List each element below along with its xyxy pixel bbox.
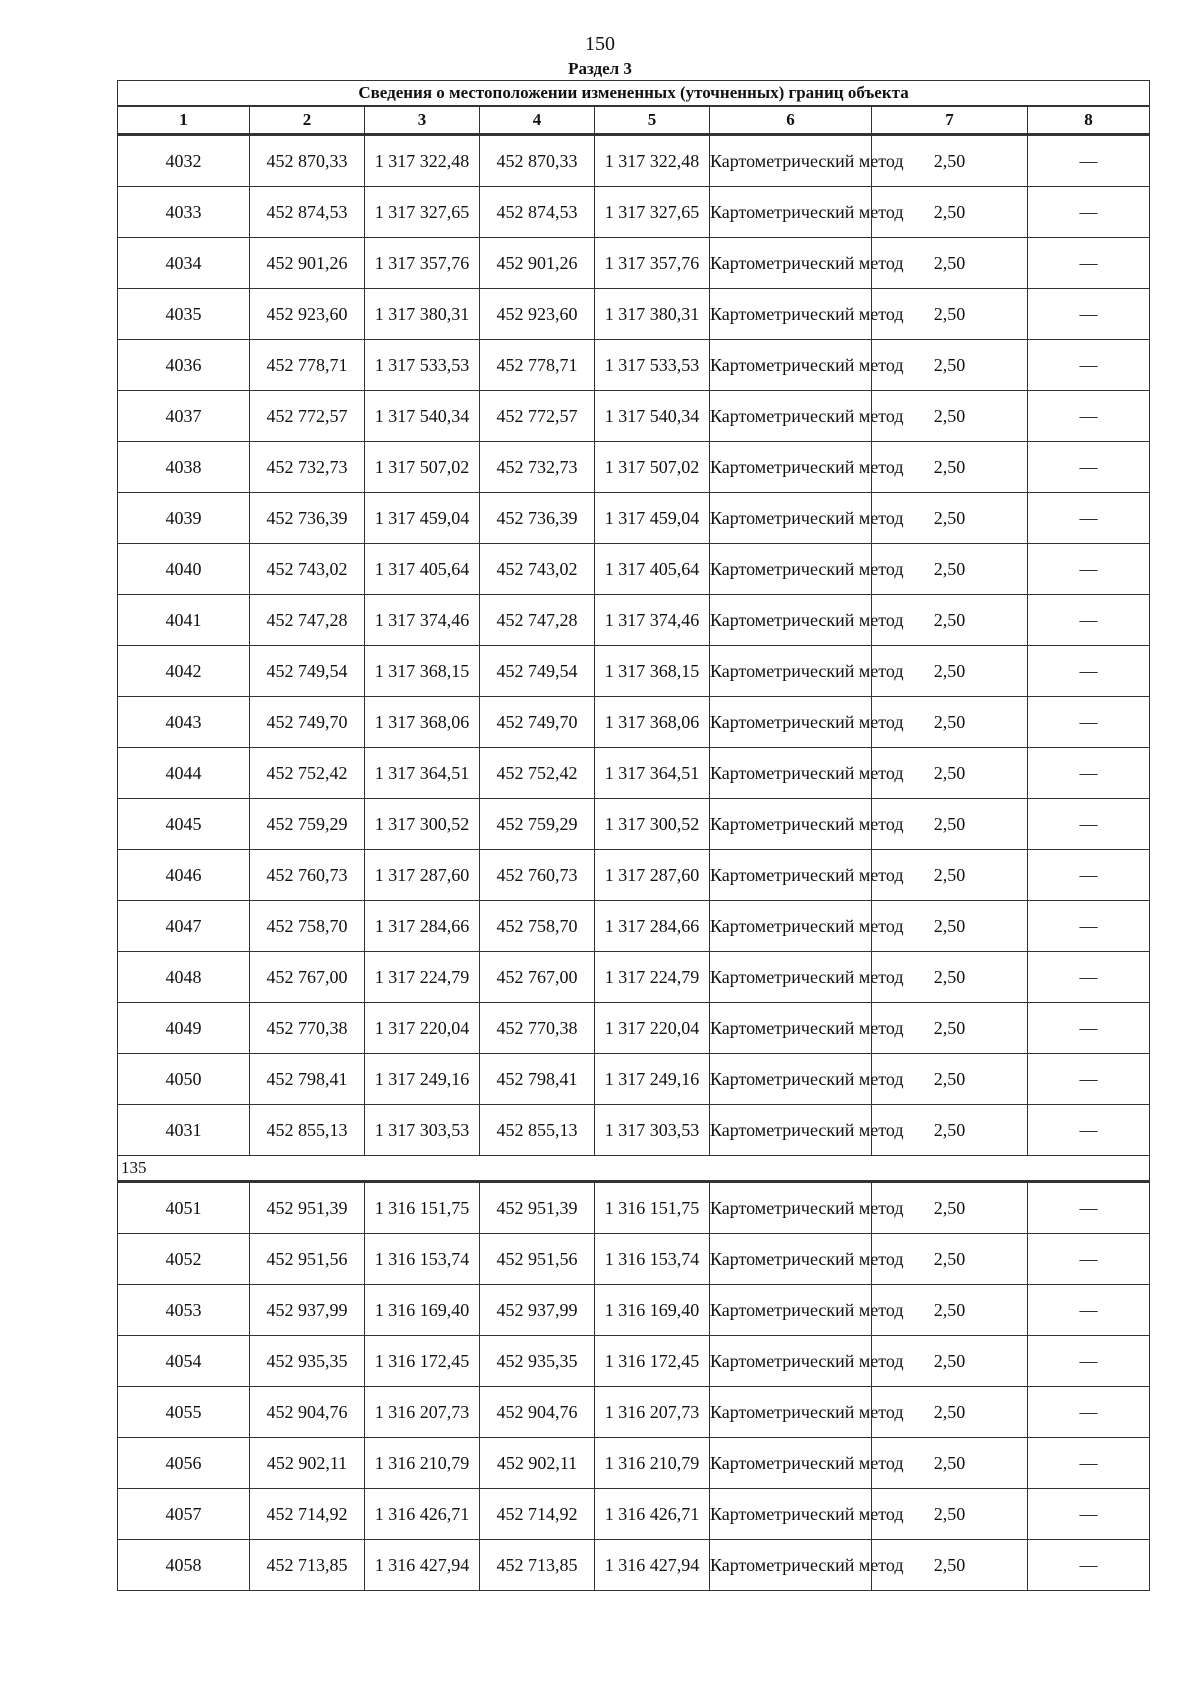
table-row <box>118 289 1150 340</box>
method-cell: Картометрический метод <box>710 1182 872 1234</box>
column-number-header: 4 <box>480 106 595 135</box>
table-row <box>118 1234 1150 1285</box>
point-number-cell: 4038 <box>118 442 250 493</box>
y-old-cell: 1 317 303,53 <box>365 1105 480 1156</box>
method-cell: Картометрический метод <box>710 850 872 901</box>
x-old-cell: 452 713,85 <box>250 1540 365 1591</box>
coordinates-table <box>117 80 1150 1591</box>
y-old-cell: 1 316 207,73 <box>365 1387 480 1438</box>
x-new-cell: 452 736,39 <box>480 493 595 544</box>
x-old-cell: 452 758,70 <box>250 901 365 952</box>
x-new-cell: 452 714,92 <box>480 1489 595 1540</box>
y-new-cell: 1 317 300,52 <box>595 799 710 850</box>
x-new-cell: 452 901,26 <box>480 238 595 289</box>
y-new-cell: 1 316 427,94 <box>595 1540 710 1591</box>
description-cell: — <box>1028 1438 1150 1489</box>
accuracy-cell: 2,50 <box>872 748 1028 799</box>
y-old-cell: 1 316 210,79 <box>365 1438 480 1489</box>
point-number-cell: 4036 <box>118 340 250 391</box>
accuracy-cell: 2,50 <box>872 595 1028 646</box>
accuracy-cell: 2,50 <box>872 646 1028 697</box>
point-number-cell: 4054 <box>118 1336 250 1387</box>
y-old-cell: 1 316 153,74 <box>365 1234 480 1285</box>
y-old-cell: 1 317 300,52 <box>365 799 480 850</box>
description-cell: — <box>1028 1054 1150 1105</box>
description-cell: — <box>1028 1387 1150 1438</box>
x-old-cell: 452 855,13 <box>250 1105 365 1156</box>
y-old-cell: 1 317 357,76 <box>365 238 480 289</box>
accuracy-cell: 2,50 <box>872 289 1028 340</box>
x-old-cell: 452 770,38 <box>250 1003 365 1054</box>
method-cell: Картометрический метод <box>710 1285 872 1336</box>
x-old-cell: 452 714,92 <box>250 1489 365 1540</box>
x-new-cell: 452 798,41 <box>480 1054 595 1105</box>
description-cell: — <box>1028 1182 1150 1234</box>
description-cell: — <box>1028 1489 1150 1540</box>
y-new-cell: 1 317 540,34 <box>595 391 710 442</box>
x-new-cell: 452 749,54 <box>480 646 595 697</box>
table-row <box>118 493 1150 544</box>
table-row <box>118 901 1150 952</box>
x-old-cell: 452 937,99 <box>250 1285 365 1336</box>
x-old-cell: 452 767,00 <box>250 952 365 1003</box>
table-row <box>118 1105 1150 1156</box>
point-number-cell: 4057 <box>118 1489 250 1540</box>
table-row <box>118 1387 1150 1438</box>
point-number-cell: 4034 <box>118 238 250 289</box>
method-cell: Картометрический метод <box>710 1489 872 1540</box>
description-cell: — <box>1028 1003 1150 1054</box>
y-old-cell: 1 317 364,51 <box>365 748 480 799</box>
point-number-cell: 4042 <box>118 646 250 697</box>
point-number-cell: 4053 <box>118 1285 250 1336</box>
description-cell: — <box>1028 544 1150 595</box>
y-old-cell: 1 317 224,79 <box>365 952 480 1003</box>
y-new-cell: 1 317 249,16 <box>595 1054 710 1105</box>
x-new-cell: 452 772,57 <box>480 391 595 442</box>
description-cell: — <box>1028 1285 1150 1336</box>
x-new-cell: 452 732,73 <box>480 442 595 493</box>
method-cell: Картометрический метод <box>710 238 872 289</box>
x-new-cell: 452 870,33 <box>480 135 595 187</box>
section-title: Раздел 3 <box>568 59 632 78</box>
accuracy-cell: 2,50 <box>872 493 1028 544</box>
y-new-cell: 1 317 533,53 <box>595 340 710 391</box>
y-old-cell: 1 317 459,04 <box>365 493 480 544</box>
description-cell: — <box>1028 1540 1150 1591</box>
x-new-cell: 452 951,56 <box>480 1234 595 1285</box>
x-old-cell: 452 749,54 <box>250 646 365 697</box>
y-old-cell: 1 317 327,65 <box>365 187 480 238</box>
method-cell: Картометрический метод <box>710 1540 872 1591</box>
method-cell: Картометрический метод <box>710 135 872 187</box>
point-number-cell: 4055 <box>118 1387 250 1438</box>
description-cell: — <box>1028 1336 1150 1387</box>
accuracy-cell: 2,50 <box>872 1387 1028 1438</box>
y-new-cell: 1 317 303,53 <box>595 1105 710 1156</box>
method-cell: Картометрический метод <box>710 187 872 238</box>
x-old-cell: 452 935,35 <box>250 1336 365 1387</box>
point-number-cell: 4041 <box>118 595 250 646</box>
y-new-cell: 1 317 380,31 <box>595 289 710 340</box>
y-old-cell: 1 317 405,64 <box>365 544 480 595</box>
point-number-cell: 4031 <box>118 1105 250 1156</box>
table-row <box>118 187 1150 238</box>
description-cell: — <box>1028 1234 1150 1285</box>
table-row <box>118 1540 1150 1591</box>
x-old-cell: 452 752,42 <box>250 748 365 799</box>
accuracy-cell: 2,50 <box>872 1540 1028 1591</box>
y-new-cell: 1 316 207,73 <box>595 1387 710 1438</box>
y-new-cell: 1 317 322,48 <box>595 135 710 187</box>
accuracy-cell: 2,50 <box>872 1285 1028 1336</box>
x-old-cell: 452 743,02 <box>250 544 365 595</box>
column-number-header: 5 <box>595 106 710 135</box>
point-number-cell: 4037 <box>118 391 250 442</box>
accuracy-cell: 2,50 <box>872 238 1028 289</box>
table-row <box>118 1182 1150 1234</box>
x-new-cell: 452 749,70 <box>480 697 595 748</box>
column-number-header: 3 <box>365 106 480 135</box>
x-old-cell: 452 759,29 <box>250 799 365 850</box>
y-new-cell: 1 317 220,04 <box>595 1003 710 1054</box>
y-old-cell: 1 317 249,16 <box>365 1054 480 1105</box>
accuracy-cell: 2,50 <box>872 1489 1028 1540</box>
table-row <box>118 1003 1150 1054</box>
table-title: Сведения о местоположении измененных (уточненных) границ объекта <box>118 81 1150 107</box>
y-old-cell: 1 317 533,53 <box>365 340 480 391</box>
column-number-header: 1 <box>118 106 250 135</box>
x-new-cell: 452 752,42 <box>480 748 595 799</box>
y-new-cell: 1 316 153,74 <box>595 1234 710 1285</box>
point-number-cell: 4047 <box>118 901 250 952</box>
x-new-cell: 452 743,02 <box>480 544 595 595</box>
accuracy-cell: 2,50 <box>872 1003 1028 1054</box>
accuracy-cell: 2,50 <box>872 1234 1028 1285</box>
point-number-cell: 4040 <box>118 544 250 595</box>
y-new-cell: 1 317 507,02 <box>595 442 710 493</box>
y-new-cell: 1 316 151,75 <box>595 1182 710 1234</box>
point-number-cell: 4044 <box>118 748 250 799</box>
x-old-cell: 452 798,41 <box>250 1054 365 1105</box>
page-number: 150 <box>585 33 615 55</box>
accuracy-cell: 2,50 <box>872 135 1028 187</box>
x-old-cell: 452 749,70 <box>250 697 365 748</box>
description-cell: — <box>1028 952 1150 1003</box>
table-row <box>118 799 1150 850</box>
y-new-cell: 1 317 374,46 <box>595 595 710 646</box>
accuracy-cell: 2,50 <box>872 340 1028 391</box>
x-new-cell: 452 760,73 <box>480 850 595 901</box>
x-new-cell: 452 758,70 <box>480 901 595 952</box>
x-old-cell: 452 736,39 <box>250 493 365 544</box>
point-number-cell: 4052 <box>118 1234 250 1285</box>
accuracy-cell: 2,50 <box>872 1438 1028 1489</box>
accuracy-cell: 2,50 <box>872 799 1028 850</box>
accuracy-cell: 2,50 <box>872 1182 1028 1234</box>
x-new-cell: 452 951,39 <box>480 1182 595 1234</box>
point-number-cell: 4058 <box>118 1540 250 1591</box>
y-new-cell: 1 317 368,15 <box>595 646 710 697</box>
method-cell: Картометрический метод <box>710 1234 872 1285</box>
description-cell: — <box>1028 493 1150 544</box>
table-row <box>118 135 1150 187</box>
y-old-cell: 1 317 507,02 <box>365 442 480 493</box>
table-row <box>118 850 1150 901</box>
group-label: 135 <box>118 1156 1150 1182</box>
description-cell: — <box>1028 238 1150 289</box>
description-cell: — <box>1028 340 1150 391</box>
y-new-cell: 1 316 172,45 <box>595 1336 710 1387</box>
x-old-cell: 452 772,57 <box>250 391 365 442</box>
x-new-cell: 452 855,13 <box>480 1105 595 1156</box>
y-new-cell: 1 317 284,66 <box>595 901 710 952</box>
y-new-cell: 1 317 357,76 <box>595 238 710 289</box>
description-cell: — <box>1028 135 1150 187</box>
x-new-cell: 452 759,29 <box>480 799 595 850</box>
table-row <box>118 1336 1150 1387</box>
accuracy-cell: 2,50 <box>872 850 1028 901</box>
y-new-cell: 1 316 169,40 <box>595 1285 710 1336</box>
y-old-cell: 1 317 540,34 <box>365 391 480 442</box>
point-number-cell: 4048 <box>118 952 250 1003</box>
y-new-cell: 1 317 368,06 <box>595 697 710 748</box>
accuracy-cell: 2,50 <box>872 952 1028 1003</box>
x-new-cell: 452 923,60 <box>480 289 595 340</box>
y-new-cell: 1 317 327,65 <box>595 187 710 238</box>
table-row <box>118 442 1150 493</box>
x-old-cell: 452 951,39 <box>250 1182 365 1234</box>
x-new-cell: 452 747,28 <box>480 595 595 646</box>
y-new-cell: 1 317 364,51 <box>595 748 710 799</box>
description-cell: — <box>1028 850 1150 901</box>
description-cell: — <box>1028 187 1150 238</box>
x-old-cell: 452 870,33 <box>250 135 365 187</box>
table-row <box>118 1054 1150 1105</box>
accuracy-cell: 2,50 <box>872 697 1028 748</box>
description-cell: — <box>1028 697 1150 748</box>
point-number-cell: 4033 <box>118 187 250 238</box>
x-new-cell: 452 713,85 <box>480 1540 595 1591</box>
method-cell: Картометрический метод <box>710 646 872 697</box>
accuracy-cell: 2,50 <box>872 442 1028 493</box>
x-new-cell: 452 778,71 <box>480 340 595 391</box>
method-cell: Картометрический метод <box>710 1387 872 1438</box>
x-old-cell: 452 732,73 <box>250 442 365 493</box>
x-old-cell: 452 778,71 <box>250 340 365 391</box>
point-number-cell: 4046 <box>118 850 250 901</box>
method-cell: Картометрический метод <box>710 799 872 850</box>
column-number-header: 2 <box>250 106 365 135</box>
column-number-header: 6 <box>710 106 872 135</box>
method-cell: Картометрический метод <box>710 391 872 442</box>
method-cell: Картометрический метод <box>710 595 872 646</box>
accuracy-cell: 2,50 <box>872 544 1028 595</box>
x-old-cell: 452 902,11 <box>250 1438 365 1489</box>
method-cell: Картометрический метод <box>710 544 872 595</box>
table-row <box>118 391 1150 442</box>
y-new-cell: 1 317 405,64 <box>595 544 710 595</box>
table-row <box>118 544 1150 595</box>
column-number-header: 7 <box>872 106 1028 135</box>
description-cell: — <box>1028 595 1150 646</box>
x-new-cell: 452 902,11 <box>480 1438 595 1489</box>
table-row <box>118 595 1150 646</box>
accuracy-cell: 2,50 <box>872 1336 1028 1387</box>
table-row <box>118 1489 1150 1540</box>
description-cell: — <box>1028 748 1150 799</box>
y-old-cell: 1 316 169,40 <box>365 1285 480 1336</box>
x-new-cell: 452 767,00 <box>480 952 595 1003</box>
description-cell: — <box>1028 1105 1150 1156</box>
accuracy-cell: 2,50 <box>872 1105 1028 1156</box>
point-number-cell: 4035 <box>118 289 250 340</box>
x-old-cell: 452 923,60 <box>250 289 365 340</box>
method-cell: Картометрический метод <box>710 1336 872 1387</box>
table-body <box>118 135 1150 1591</box>
column-number-header: 8 <box>1028 106 1150 135</box>
table-row <box>118 340 1150 391</box>
method-cell: Картометрический метод <box>710 1054 872 1105</box>
point-number-cell: 4051 <box>118 1182 250 1234</box>
description-cell: — <box>1028 391 1150 442</box>
column-number-row <box>118 106 1150 135</box>
y-old-cell: 1 317 220,04 <box>365 1003 480 1054</box>
description-cell: — <box>1028 289 1150 340</box>
y-new-cell: 1 317 459,04 <box>595 493 710 544</box>
y-new-cell: 1 317 224,79 <box>595 952 710 1003</box>
y-old-cell: 1 317 284,66 <box>365 901 480 952</box>
table-row <box>118 238 1150 289</box>
y-old-cell: 1 316 172,45 <box>365 1336 480 1387</box>
y-old-cell: 1 317 368,06 <box>365 697 480 748</box>
method-cell: Картометрический метод <box>710 289 872 340</box>
point-number-cell: 4049 <box>118 1003 250 1054</box>
method-cell: Картометрический метод <box>710 493 872 544</box>
x-old-cell: 452 760,73 <box>250 850 365 901</box>
method-cell: Картометрический метод <box>710 340 872 391</box>
y-new-cell: 1 316 426,71 <box>595 1489 710 1540</box>
x-old-cell: 452 747,28 <box>250 595 365 646</box>
table-row <box>118 748 1150 799</box>
y-old-cell: 1 317 374,46 <box>365 595 480 646</box>
method-cell: Картометрический метод <box>710 1003 872 1054</box>
point-number-cell: 4056 <box>118 1438 250 1489</box>
y-old-cell: 1 317 322,48 <box>365 135 480 187</box>
description-cell: — <box>1028 901 1150 952</box>
y-old-cell: 1 317 380,31 <box>365 289 480 340</box>
table-row <box>118 646 1150 697</box>
group-label-row <box>118 1156 1150 1182</box>
y-old-cell: 1 317 287,60 <box>365 850 480 901</box>
x-new-cell: 452 904,76 <box>480 1387 595 1438</box>
accuracy-cell: 2,50 <box>872 391 1028 442</box>
method-cell: Картометрический метод <box>710 901 872 952</box>
x-new-cell: 452 874,53 <box>480 187 595 238</box>
method-cell: Картометрический метод <box>710 952 872 1003</box>
y-old-cell: 1 316 151,75 <box>365 1182 480 1234</box>
accuracy-cell: 2,50 <box>872 187 1028 238</box>
x-new-cell: 452 937,99 <box>480 1285 595 1336</box>
table-row <box>118 1438 1150 1489</box>
description-cell: — <box>1028 646 1150 697</box>
method-cell: Картометрический метод <box>710 748 872 799</box>
accuracy-cell: 2,50 <box>872 901 1028 952</box>
x-new-cell: 452 770,38 <box>480 1003 595 1054</box>
x-old-cell: 452 901,26 <box>250 238 365 289</box>
x-new-cell: 452 935,35 <box>480 1336 595 1387</box>
table-row <box>118 697 1150 748</box>
method-cell: Картометрический метод <box>710 697 872 748</box>
description-cell: — <box>1028 442 1150 493</box>
point-number-cell: 4032 <box>118 135 250 187</box>
method-cell: Картометрический метод <box>710 442 872 493</box>
x-old-cell: 452 951,56 <box>250 1234 365 1285</box>
x-old-cell: 452 874,53 <box>250 187 365 238</box>
x-old-cell: 452 904,76 <box>250 1387 365 1438</box>
y-old-cell: 1 317 368,15 <box>365 646 480 697</box>
method-cell: Картометрический метод <box>710 1105 872 1156</box>
table-row <box>118 952 1150 1003</box>
y-new-cell: 1 316 210,79 <box>595 1438 710 1489</box>
y-old-cell: 1 316 427,94 <box>365 1540 480 1591</box>
point-number-cell: 4050 <box>118 1054 250 1105</box>
point-number-cell: 4043 <box>118 697 250 748</box>
method-cell: Картометрический метод <box>710 1438 872 1489</box>
accuracy-cell: 2,50 <box>872 1054 1028 1105</box>
description-cell: — <box>1028 799 1150 850</box>
point-number-cell: 4039 <box>118 493 250 544</box>
y-new-cell: 1 317 287,60 <box>595 850 710 901</box>
point-number-cell: 4045 <box>118 799 250 850</box>
y-old-cell: 1 316 426,71 <box>365 1489 480 1540</box>
table-row <box>118 1285 1150 1336</box>
